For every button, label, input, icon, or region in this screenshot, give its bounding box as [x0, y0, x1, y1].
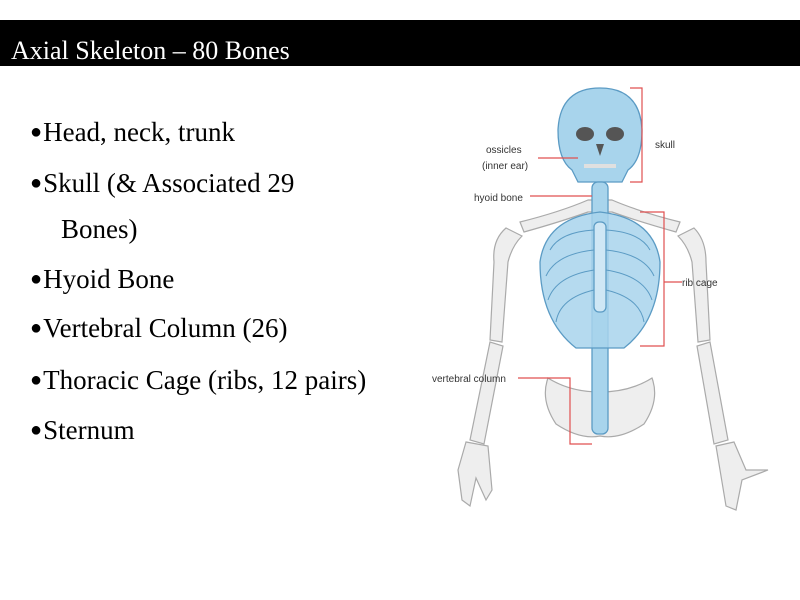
skeleton-figure [432, 78, 780, 528]
label-hyoid-bone: hyoid bone [474, 193, 523, 204]
label-rib-cage: rib cage [682, 278, 718, 289]
bullet-text: Vertebral Column (26) [43, 313, 288, 343]
bullet-text: Head, neck, trunk [43, 117, 236, 147]
bullet-item [30, 166, 294, 200]
label-ossicles: ossicles [486, 145, 522, 156]
bullet-dot-icon: ● [30, 369, 43, 391]
bullet-item [30, 262, 174, 296]
bullet-item [30, 115, 235, 149]
bullet-dot-icon: ● [30, 317, 43, 339]
bullet-item [30, 413, 135, 447]
label-vertebral-column: vertebral column [432, 374, 506, 385]
bullet-continuation: Bones) [61, 214, 138, 244]
bullet-dot-icon: ● [30, 172, 43, 194]
bullet-item [30, 311, 288, 345]
sternum-shape [594, 222, 606, 312]
bullet-text: Sternum [43, 415, 135, 445]
slide-title: Axial Skeleton – 80 Bones [11, 36, 290, 65]
bullet-text: Skull (& Associated 29 [43, 168, 295, 198]
label-skull: skull [655, 140, 676, 151]
bullet-dot-icon: ● [30, 121, 43, 143]
bullet-text: Hyoid Bone [43, 264, 175, 294]
bullet-dot-icon: ● [30, 419, 43, 441]
bullet-text: Thoracic Cage (ribs, 12 pairs) [43, 365, 367, 395]
bullet-dot-icon: ● [30, 268, 43, 290]
label-inner-ear: (inner ear) [482, 161, 529, 172]
bullet-item [30, 363, 366, 397]
